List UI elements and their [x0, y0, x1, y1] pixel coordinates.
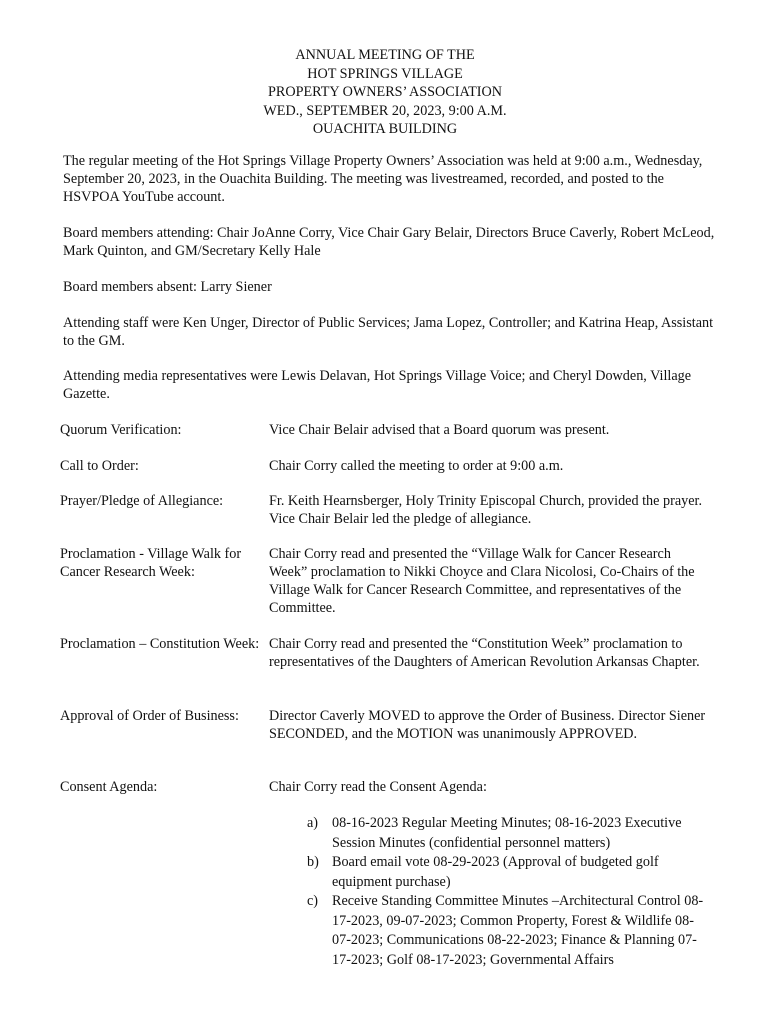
list-marker: c)	[307, 893, 319, 909]
list-marker: b)	[307, 854, 319, 870]
media-paragraph: Attending media representatives were Lewis Delavan, Hot Springs Village Voice; and Cheryl Dowden, Village Gazette.	[63, 368, 692, 402]
list-item	[307, 853, 707, 892]
heading-line-4: WED., SEPTEMBER 20, 2023, 9:00 A.M.	[263, 102, 507, 119]
consent-agenda-list	[307, 814, 707, 970]
item-label: Proclamation - Village Walk for Cancer Research Week:	[60, 546, 242, 580]
item-label: Consent Agenda:	[60, 779, 158, 795]
heading-line-1: ANNUAL MEETING OF THE	[295, 47, 475, 63]
list-item-text: Board email vote 08-29-2023 (Approval of budgeted golf equipment purchase)	[332, 854, 659, 890]
item-text: Fr. Keith Hearnsberger, Holy Trinity Episcopal Church, provided the prayer. Vice Chair Belair led the pledge of allegiance.	[269, 493, 702, 527]
board-attending-paragraph: Board members attending: Chair JoAnne Corry, Vice Chair Gary Belair, Directors Bruce Caverly, Robert McLeod, Mark Quinton, and GM/Secretary Kelly Hale	[63, 225, 715, 259]
board-absent-paragraph: Board members absent: Larry Siener	[63, 279, 272, 295]
intro-paragraph: The regular meeting of the Hot Springs Village Property Owners’ Association was held at 9:00 a.m., Wednesday, September 20, 2023, in the Ouachita Building. The meeting was livestreamed, recorded, and posted to the HSVPOA YouTube account.	[63, 153, 703, 205]
list-item-text: 08-16-2023 Regular Meeting Minutes; 08-16-2023 Executive Session Minutes (confidential personnel matters)	[332, 815, 682, 851]
item-text: Chair Corry called the meeting to order at 9:00 a.m.	[269, 458, 564, 474]
item-label: Prayer/Pledge of Allegiance:	[60, 493, 224, 509]
item-text: Director Caverly MOVED to approve the Order of Business. Director Siener SECONDED, and the MOTION was unanimously APPROVED.	[269, 708, 706, 742]
staff-paragraph: Attending staff were Ken Unger, Director of Public Services; Jama Lopez, Controller; and Katrina Heap, Assistant to the GM.	[63, 315, 714, 349]
item-label: Proclamation – Constitution Week:	[60, 636, 260, 652]
heading-line-5: OUACHITA BUILDING	[312, 121, 458, 137]
document-heading	[0, 46, 770, 139]
list-item	[307, 892, 707, 970]
heading-line-3: PROPERTY OWNERS’ ASSOCIATION	[267, 84, 503, 100]
heading-line-2: HOT SPRINGS VILLAGE	[307, 65, 463, 82]
list-item	[307, 814, 707, 853]
item-text: Chair Corry read and presented the “Village Walk for Cancer Research Week” proclamation to Nikki Choyce and Clara Nicolosi, Co-Chairs of the Village Walk for Cancer Research Committee, and representatives of the Committee.	[269, 546, 695, 616]
item-label: Quorum Verification:	[60, 422, 182, 438]
item-text: Chair Corry read the Consent Agenda:	[269, 779, 487, 795]
list-marker: a)	[307, 815, 319, 831]
item-text: Vice Chair Belair advised that a Board quorum was present.	[269, 422, 610, 438]
item-label: Call to Order:	[60, 458, 139, 474]
item-text: Chair Corry read and presented the “Constitution Week” proclamation to representatives of the Daughters of American Revolution Arkansas Chapter.	[269, 636, 700, 670]
list-item-text: Receive Standing Committee Minutes –Architectural Control 08-17-2023, 09-07-2023; Common Property, Forest & Wildlife 08-07-2023; Communications 08-22-2023; Finance & Planning 07-17-2023; Golf 08-17-2023; Governmental Affairs	[332, 893, 704, 968]
item-label: Approval of Order of Business:	[60, 708, 239, 724]
